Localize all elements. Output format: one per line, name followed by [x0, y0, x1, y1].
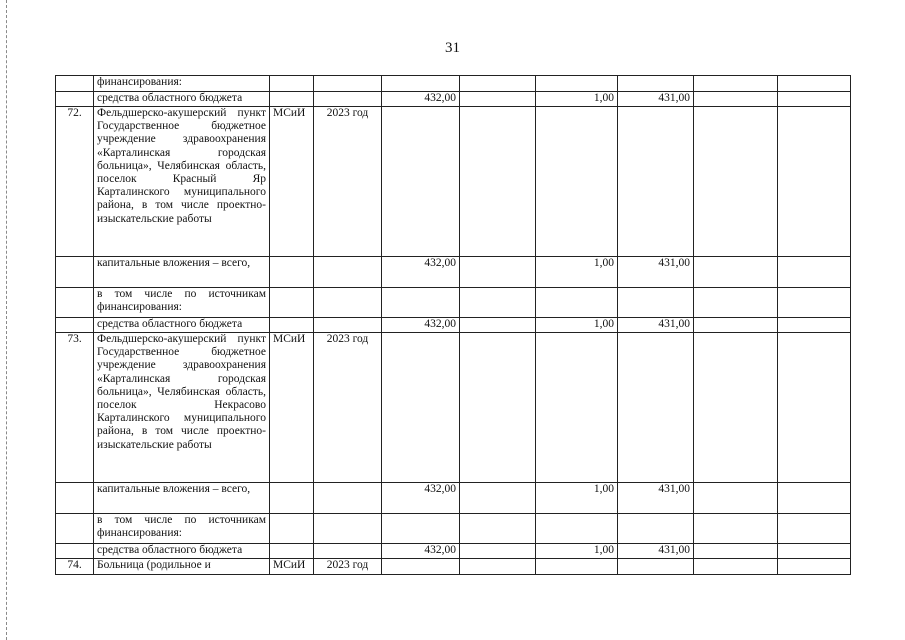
row-value-total: 432,00 [382, 257, 460, 288]
row-value-total: 432,00 [382, 92, 460, 107]
row-value-col8 [618, 514, 694, 544]
row-value-col7: 1,00 [536, 257, 618, 288]
row-value-col6 [460, 544, 536, 559]
row-number [56, 76, 94, 92]
row-description: средства областного бюджета [94, 318, 270, 333]
page-edge-line [6, 0, 7, 640]
row-executor [270, 288, 314, 318]
row-executor [270, 257, 314, 288]
table-row [56, 92, 851, 107]
row-value-col6 [460, 318, 536, 333]
row-year [314, 483, 382, 514]
row-value-col8: 431,00 [618, 483, 694, 514]
row-value-col6 [460, 76, 536, 92]
row-empty-col9 [694, 107, 778, 257]
row-number [56, 257, 94, 288]
row-number [56, 318, 94, 333]
row-value-col8 [618, 333, 694, 483]
row-value-col7: 1,00 [536, 318, 618, 333]
row-number: 72. [56, 107, 94, 257]
row-year [314, 514, 382, 544]
row-value-col8 [618, 107, 694, 257]
row-number [56, 92, 94, 107]
row-value-total: 432,00 [382, 318, 460, 333]
row-value-col8: 431,00 [618, 92, 694, 107]
row-executor: МСиИ [270, 559, 314, 575]
row-empty-col9 [694, 76, 778, 92]
row-executor [270, 514, 314, 544]
row-executor [270, 544, 314, 559]
row-empty-col10 [778, 318, 851, 333]
row-description: капитальные вложения – всего, [94, 483, 270, 514]
row-value-col8: 431,00 [618, 257, 694, 288]
row-year [314, 318, 382, 333]
row-number [56, 483, 94, 514]
row-value-total: 432,00 [382, 483, 460, 514]
row-value-col8: 431,00 [618, 318, 694, 333]
row-value-col8 [618, 76, 694, 92]
budget-table [55, 75, 851, 575]
row-year [314, 257, 382, 288]
page-number: 31 [445, 40, 460, 56]
row-description: средства областного бюджета [94, 92, 270, 107]
table-row [56, 107, 851, 257]
row-year [314, 288, 382, 318]
table-row [56, 483, 851, 514]
row-description: Фельдшерско-акушерский пункт Государственное бюджетное учреждение здравоохранения «Карталинская городская больница», Челябинская область, поселок Некрасово Карталинского муниципального района, в том числе проектно-изыскательские работы [94, 333, 270, 483]
row-value-total: 432,00 [382, 544, 460, 559]
row-year [314, 92, 382, 107]
row-empty-col9 [694, 483, 778, 514]
row-value-total [382, 107, 460, 257]
row-executor [270, 76, 314, 92]
row-empty-col10 [778, 288, 851, 318]
row-empty-col10 [778, 483, 851, 514]
row-year [314, 544, 382, 559]
row-value-total [382, 76, 460, 92]
row-year: 2023 год [314, 559, 382, 575]
row-empty-col10 [778, 544, 851, 559]
row-description: средства областного бюджета [94, 544, 270, 559]
row-value-col6 [460, 288, 536, 318]
row-empty-col9 [694, 544, 778, 559]
row-empty-col10 [778, 76, 851, 92]
row-description: финансирования: [94, 76, 270, 92]
row-value-col6 [460, 107, 536, 257]
row-executor: МСиИ [270, 333, 314, 483]
table-row [56, 257, 851, 288]
row-value-col8: 431,00 [618, 544, 694, 559]
row-empty-col10 [778, 559, 851, 575]
row-value-col7 [536, 333, 618, 483]
row-description: в том числе по источникам финансирования: [94, 288, 270, 318]
row-empty-col9 [694, 318, 778, 333]
row-empty-col9 [694, 559, 778, 575]
row-value-col6 [460, 333, 536, 483]
row-value-col6 [460, 514, 536, 544]
row-description: Больница (родильное и [94, 559, 270, 575]
row-number [56, 544, 94, 559]
table-row [56, 333, 851, 483]
row-empty-col9 [694, 288, 778, 318]
row-description: Фельдшерско-акушерский пункт Государственное бюджетное учреждение здравоохранения «Карталинская городская больница», Челябинская область, поселок Красный Яр Карталинского муниципального района, в том числе проектно-изыскательские работы [94, 107, 270, 257]
row-year: 2023 год [314, 107, 382, 257]
row-value-total [382, 333, 460, 483]
row-value-total [382, 514, 460, 544]
table-row [56, 544, 851, 559]
row-value-col6 [460, 257, 536, 288]
row-value-col7 [536, 107, 618, 257]
table-row [56, 76, 851, 92]
row-year: 2023 год [314, 333, 382, 483]
row-value-col6 [460, 483, 536, 514]
row-value-col8 [618, 559, 694, 575]
row-empty-col9 [694, 92, 778, 107]
row-number [56, 514, 94, 544]
row-empty-col10 [778, 107, 851, 257]
row-description: в том числе по источникам финансирования: [94, 514, 270, 544]
table-row [56, 514, 851, 544]
row-value-col7: 1,00 [536, 544, 618, 559]
row-value-total [382, 288, 460, 318]
row-empty-col10 [778, 333, 851, 483]
row-executor [270, 318, 314, 333]
row-value-col7 [536, 288, 618, 318]
row-value-col7 [536, 559, 618, 575]
row-value-col6 [460, 559, 536, 575]
row-empty-col10 [778, 514, 851, 544]
table-row [56, 288, 851, 318]
row-number: 73. [56, 333, 94, 483]
row-empty-col9 [694, 514, 778, 544]
row-empty-col9 [694, 257, 778, 288]
row-value-col6 [460, 92, 536, 107]
row-value-col7 [536, 76, 618, 92]
row-number [56, 288, 94, 318]
row-number: 74. [56, 559, 94, 575]
row-value-col8 [618, 288, 694, 318]
row-value-col7: 1,00 [536, 92, 618, 107]
table-row [56, 559, 851, 575]
row-empty-col10 [778, 92, 851, 107]
row-value-total [382, 559, 460, 575]
row-executor: МСиИ [270, 107, 314, 257]
row-empty-col10 [778, 257, 851, 288]
row-empty-col9 [694, 333, 778, 483]
row-value-col7: 1,00 [536, 483, 618, 514]
row-year [314, 76, 382, 92]
row-executor [270, 483, 314, 514]
row-description: капитальные вложения – всего, [94, 257, 270, 288]
row-value-col7 [536, 514, 618, 544]
row-executor [270, 92, 314, 107]
table-row [56, 318, 851, 333]
